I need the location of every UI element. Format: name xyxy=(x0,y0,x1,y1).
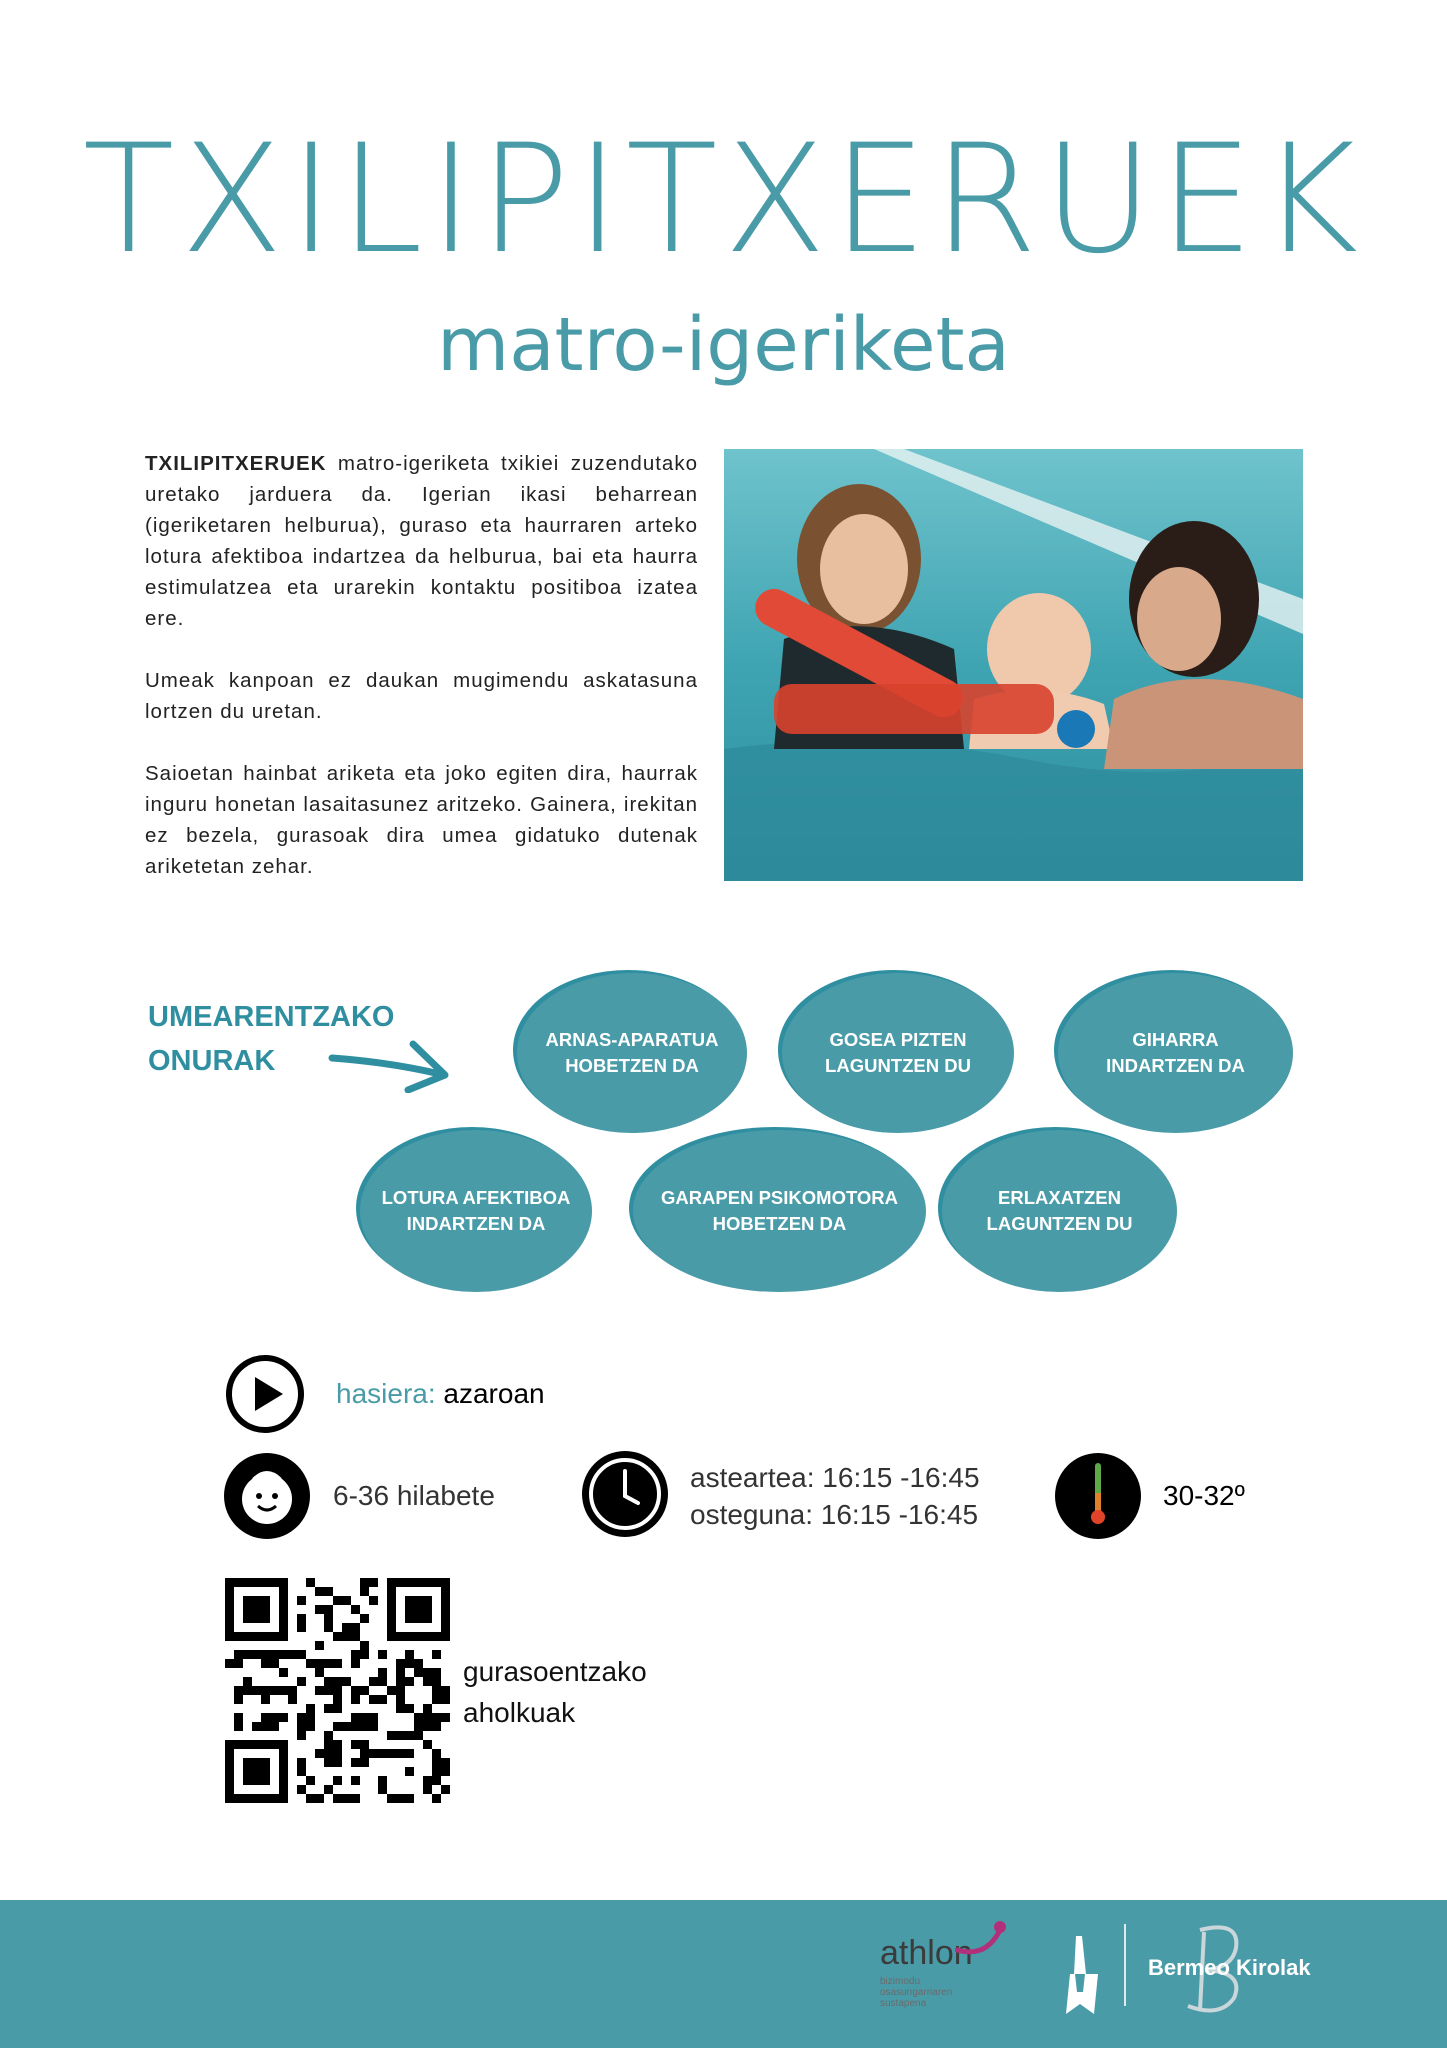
athlon-swoosh-icon xyxy=(955,1920,1010,1960)
benefit-oval xyxy=(1058,973,1293,1133)
arrow-icon xyxy=(328,1038,453,1093)
bermeo-kirolak-logo: Bermeo Kirolak xyxy=(1148,1955,1311,1980)
benefit-oval xyxy=(633,1130,926,1292)
swimming-photo xyxy=(724,449,1303,881)
benefit-line2: HOBETZEN DA xyxy=(712,1213,847,1234)
intro-paragraph-1 xyxy=(145,448,698,634)
qr-code[interactable] xyxy=(225,1578,450,1803)
intro-paragraph-3: Saioetan hainbat ariketa eta joko egiten dira, haurrak inguru honetan lasaitasunez aritzeko. Gainera, irekitan ez bezela, gurasoak dira umea gidatuko dutenak ariketetan zehar. xyxy=(145,762,698,878)
benefit-oval xyxy=(942,1130,1177,1292)
benefit-oval xyxy=(360,1130,592,1292)
benefit-line2: INDARTZEN DA xyxy=(406,1213,546,1234)
swimming-photo-image xyxy=(724,449,1303,881)
clock-icon xyxy=(582,1451,668,1537)
athlon-tagline-1: bizimodu xyxy=(880,1976,921,1987)
benefits-label-line1: UMEARENTZAKO xyxy=(148,1001,395,1033)
crest-icon xyxy=(1056,1934,1106,2016)
intro-lead: TXILIPITXERUEK xyxy=(145,452,327,475)
qr-caption-line1: gurasoentzako xyxy=(463,1656,647,1687)
benefit-line1: GARAPEN PSIKOMOTORA xyxy=(660,1187,899,1208)
athlon-tagline xyxy=(880,1976,973,2009)
schedule xyxy=(690,1459,980,1533)
athlon-tagline-3: sustapena xyxy=(880,1998,927,2009)
schedule-line1: asteartea: 16:15 -16:45 xyxy=(690,1462,980,1493)
qr-caption xyxy=(463,1651,647,1733)
temperature: 30-32º xyxy=(1163,1480,1245,1511)
schedule-line2: osteguna: 16:15 -16:45 xyxy=(690,1499,979,1530)
start-value: azaroan xyxy=(435,1378,545,1409)
age-range: 6-36 hilabete xyxy=(333,1480,495,1511)
benefit-line1: GOSEA PIZTEN xyxy=(829,1029,967,1050)
start-label: hasiera: xyxy=(336,1378,436,1409)
baby-face-icon xyxy=(224,1453,310,1539)
page-title: TXILIPITXERUEK xyxy=(82,113,1365,287)
start-info xyxy=(336,1375,545,1412)
thermometer-icon xyxy=(1055,1453,1141,1539)
intro-paragraph-1-text: matro-igeriketa txikiei zuzendutako uretako jarduera da. Igerian ikasi beharrean (igeriketaren helburua), guraso eta haurraren arteko lotura afektiboa indartzea da helburua, bai eta haurra estimulatzea eta urarekin kontaktu positiboa izatea ere. xyxy=(145,452,698,630)
athlon-tagline-2: osasungarriaren xyxy=(880,1987,953,1998)
benefit-line1: ARNAS-APARATUA xyxy=(545,1029,719,1050)
benefit-line1: ERLAXATZEN xyxy=(998,1187,1121,1208)
play-icon xyxy=(225,1354,305,1434)
footer xyxy=(0,1900,1447,2048)
benefit-line2: LAGUNTZEN DU xyxy=(986,1213,1133,1234)
intro-paragraph-2: Umeak kanpoan ez daukan mugimendu askatasuna lortzen du uretan. xyxy=(145,669,698,723)
benefit-oval xyxy=(782,973,1014,1133)
benefit-line2: LAGUNTZEN DU xyxy=(825,1055,971,1076)
footer-divider xyxy=(1124,1924,1126,2006)
benefit-line2: HOBETZEN DA xyxy=(565,1055,699,1076)
benefits-label-line2: ONURAK xyxy=(148,1045,276,1077)
athlon-logo-text: athlon xyxy=(880,1934,973,1972)
benefit-line1: GIHARRA xyxy=(1132,1029,1219,1050)
page-subtitle: matro-igeriketa xyxy=(437,302,1010,388)
benefit-line2: INDARTZEN DA xyxy=(1106,1055,1245,1076)
benefit-line1: LOTURA AFEKTIBOA xyxy=(381,1187,571,1208)
intro-text xyxy=(145,448,698,913)
qr-caption-line2: aholkuak xyxy=(463,1697,576,1728)
benefit-oval xyxy=(517,973,747,1133)
